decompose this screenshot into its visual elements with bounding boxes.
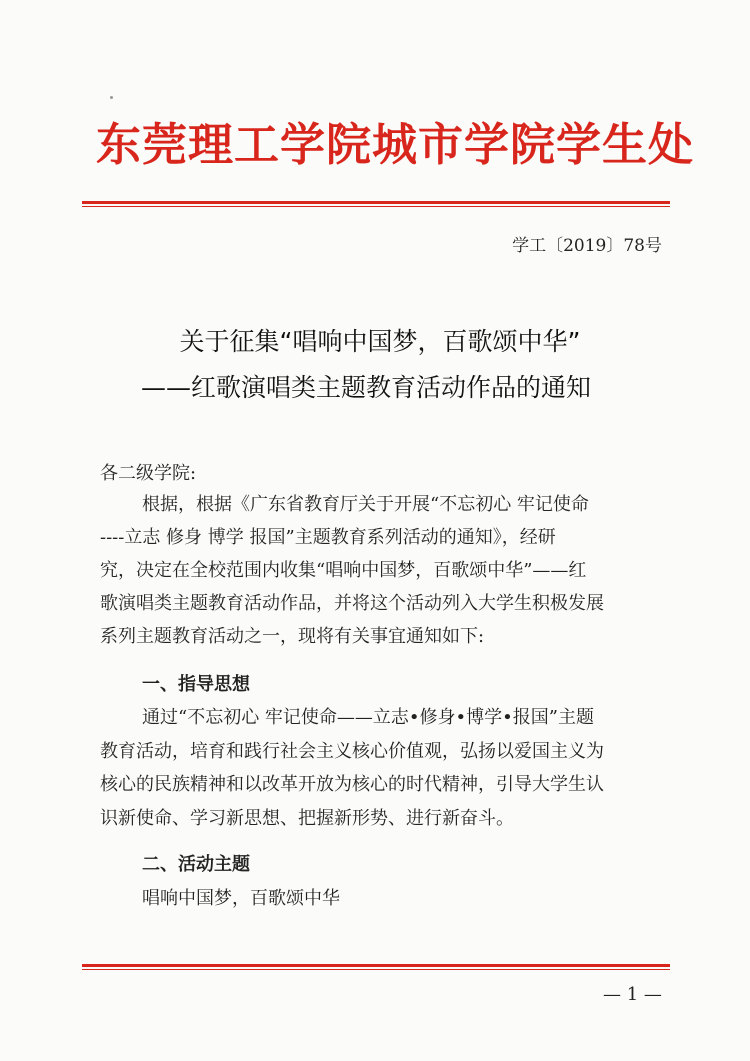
paragraph-line: ----立志 修身 博学 报国”主题教育系列活动的通知》，经研 (100, 527, 556, 548)
paragraph-line: 通过“不忘初心 牢记使命——立志•修身•博学•报国”主题 (142, 707, 594, 728)
paragraph-line: 核心的民族精神和以改革开放为核心的时代精神，引导大学生认 (100, 774, 604, 795)
paragraph-line: 系列主题教育活动之一，现将有关事宜通知如下: (100, 626, 485, 647)
notice-title-line-2: ——红歌演唱类主题教育活动作品的通知 (140, 373, 591, 402)
document-number: 学工〔2019〕78号 (512, 236, 662, 256)
header-rule (82, 201, 670, 204)
footer-rule (82, 964, 670, 967)
paragraph-line: 根据，根据《广东省教育厅关于开展“不忘初心 牢记使命 (142, 494, 589, 515)
paragraph-line: 识新使命、学习新思想、把握新形势、进行新奋斗。 (100, 808, 514, 829)
section-heading-activity-theme: 二、活动主题 (142, 854, 250, 875)
page-number: — 1 — (603, 984, 662, 1005)
paragraph-line: 唱响中国梦，百歌颂中华 (142, 888, 340, 909)
paragraph-line: 教育活动，培育和践行社会主义核心价值观，弘扬以爱国主义为 (100, 741, 604, 762)
paragraph-line: 究，决定在全校范围内收集“唱响中国梦，百歌颂中华”——红 (100, 560, 587, 581)
notice-title-line-1: 关于征集“唱响中国梦，百歌颂中华” (179, 327, 581, 356)
salutation: 各二级学院: (100, 463, 197, 484)
scan-speck (110, 96, 113, 99)
org-header-title: 东莞理工学院城市学院学生处 (96, 118, 695, 171)
section-heading-guiding-ideology: 一、指导思想 (142, 674, 250, 695)
paragraph-line: 歌演唱类主题教育活动作品，并将这个活动列入大学生积极发展 (100, 593, 604, 614)
